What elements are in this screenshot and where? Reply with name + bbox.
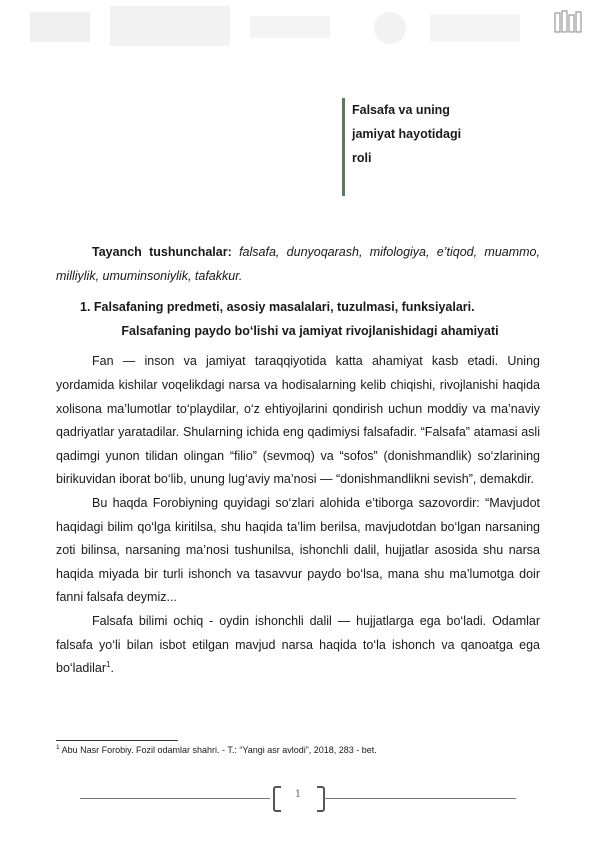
page-content <box>56 241 540 681</box>
right-bracket-icon <box>317 786 325 812</box>
footer-rule-right <box>324 798 516 799</box>
books-logo-icon <box>554 10 582 34</box>
keywords-text: falsafa, dunyoqarash, mifologiya, e’tiqod, muammo, milliylik, umuminsoniylik, tafakkur. <box>56 245 540 283</box>
body-paragraph: Bu haqda Forobiyning quyidagi so‘zlari alohida e’tiborga sazovordir: “Mavjudot haqidagi bilim qo‘lga kiritilsa, shu haqida ta’lim berilsa, mavjudotdan bo‘lgan narsaning zoti bilinsa, narsaning ma’nosi tushunilsa, ishonchli dalil, hujjatlar asosida shu narsa haqida miyada bir turli ishonch va tasavvur paydo bo‘lsa, mana shu ma’lumotga doir fanni falsafa deymiz... <box>56 495 540 605</box>
page-footer <box>80 786 516 812</box>
page-number: 1 <box>294 789 302 800</box>
footer-rule-left <box>80 798 270 799</box>
footnote-marker: 1 <box>56 744 60 751</box>
footnote-separator <box>56 740 178 741</box>
keywords-paragraph <box>56 241 540 288</box>
last-paragraph-text: Falsafa bilimi ochiq - oydin ishonchli dalil — hujjatlarga ega bo‘ladi. Odamlar falsafa yo‘li bilan isbot etilgan mavjud narsa haqida to‘la ishonch va qanoatga ega bo‘ladilar <box>56 613 540 676</box>
keywords-label: Tayanch tushunchalar: <box>92 245 232 259</box>
footnote-text: Abu Nasr Forobiy. Fozil odamlar shahri. - T.: “Yangi asr avlodi”, 2018, 283 - bet. <box>59 745 377 755</box>
section-heading-line1: 1. Falsafaning predmeti, asosiy masalalari, tuzulmasi, funksiyalari. <box>80 300 475 315</box>
section-heading <box>56 296 540 343</box>
body-paragraph-last <box>56 610 540 681</box>
body-paragraph: Fan — inson va jamiyat taraqqiyotida katta ahamiyat kasb etadi. Uning yordamida kishilar voqelikdagi narsa va hodisalarning kelib chiqishi, rivojlanishi haqida xolisona ma’lumotlar to‘playdilar, o‘z ehtiyojlarini qondirish uchun moddiy va ma’naviy qadriyatlar yaratadilar. Shularning ichida eng qadimiysi falsafadir. “Falsafa” atamasi asli qadimgi yunon tilidan olingan “filio” (sevmoq) va “sofos” (donishmandlik) so‘zlarining birikuvidan iborat bo‘lib, unung lug‘aviy ma’nosi — “donishmandlikni sevish”, demakdir. <box>56 354 540 487</box>
last-paragraph-end: . <box>110 661 114 676</box>
footnote-reference[interactable]: 1 <box>106 659 111 669</box>
footnote <box>56 744 540 756</box>
section-heading-line2: Falsafaning paydo bo‘lishi va jamiyat rivojlanishidagi ahamiyati <box>121 323 499 338</box>
document-title: Falsafa va uning jamiyat hayotidagi roli <box>352 103 462 165</box>
watermark-pattern <box>30 6 520 50</box>
title-block <box>342 98 545 196</box>
